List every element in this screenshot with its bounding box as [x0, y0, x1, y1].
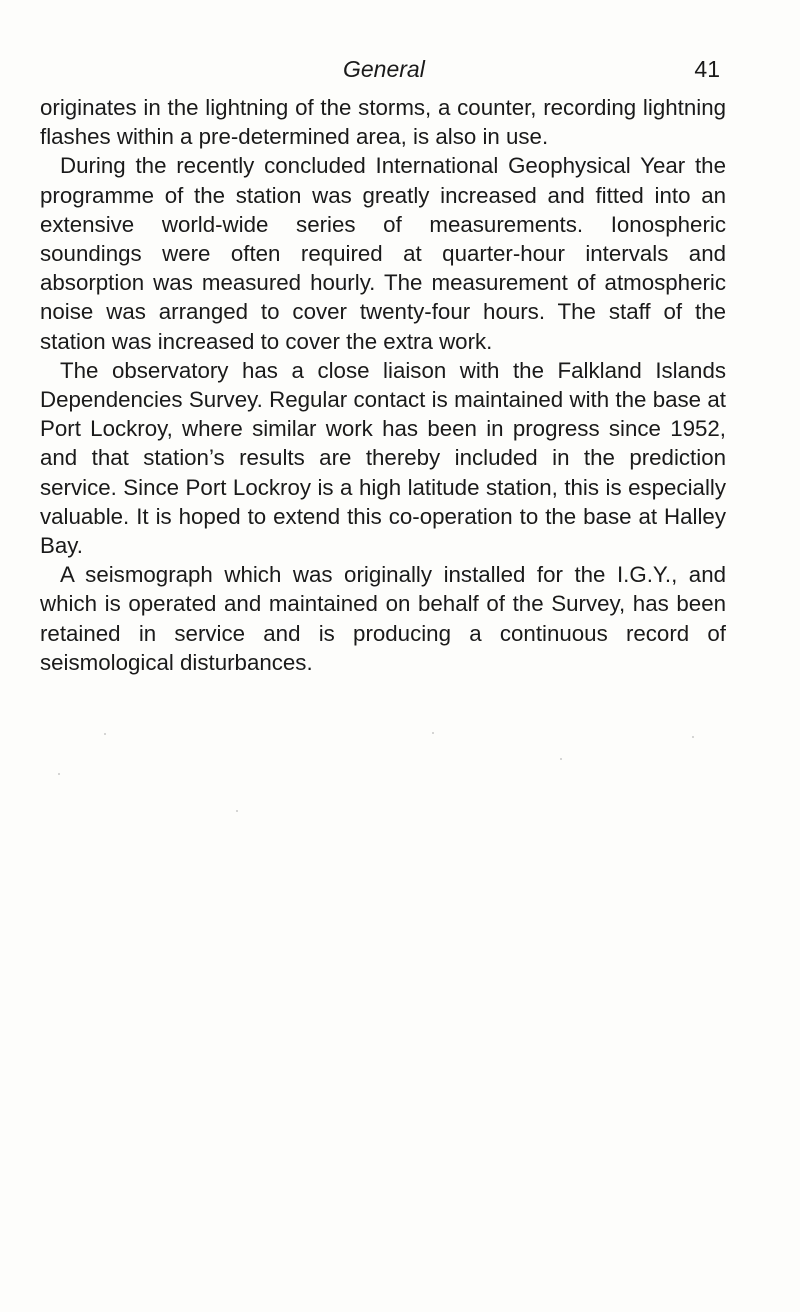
- paper-speck: [104, 733, 106, 735]
- paragraph: During the recently concluded International Geophysical Year the programme of the station was greatly increased and fitted into an extensive world-wide series of measurements. Ionospheric soundings were often required at quarter-hour intervals and absorption was measured hourly. The measurement of atmospheric noise was arranged to cover twenty-four hours. The staff of the station was increased to cover the extra work.: [40, 153, 726, 354]
- paper-speck: [560, 758, 562, 760]
- running-head: [40, 56, 720, 96]
- paper-speck: [692, 736, 694, 738]
- body-text: [40, 93, 726, 677]
- paper-speck: [58, 773, 60, 775]
- paragraph: A seismograph which was originally installed for the I.G.Y., and which is operated and maintained on behalf of the Survey, has been retained in service and is producing a continuous record of seismological disturbances.: [40, 562, 726, 675]
- paragraph: originates in the lightning of the storms, a counter, recording lightning flashes within a pre-determined area, is also in use.: [40, 95, 726, 150]
- paper-speck: [236, 810, 238, 812]
- paper-speck: [432, 732, 434, 734]
- page-number: 41: [694, 56, 720, 82]
- section-title: General: [343, 56, 425, 82]
- paragraph: The observatory has a close liaison with the Falkland Islands Dependencies Survey. Regular contact is maintained with the base at Port Lockroy, where similar work has been in progress since 1952, and that station’s results are thereby included in the prediction service. Since Port Lockroy is a high latitude station, this is especially valuable. It is hoped to extend this co-operation to the base at Halley Bay.: [40, 357, 726, 559]
